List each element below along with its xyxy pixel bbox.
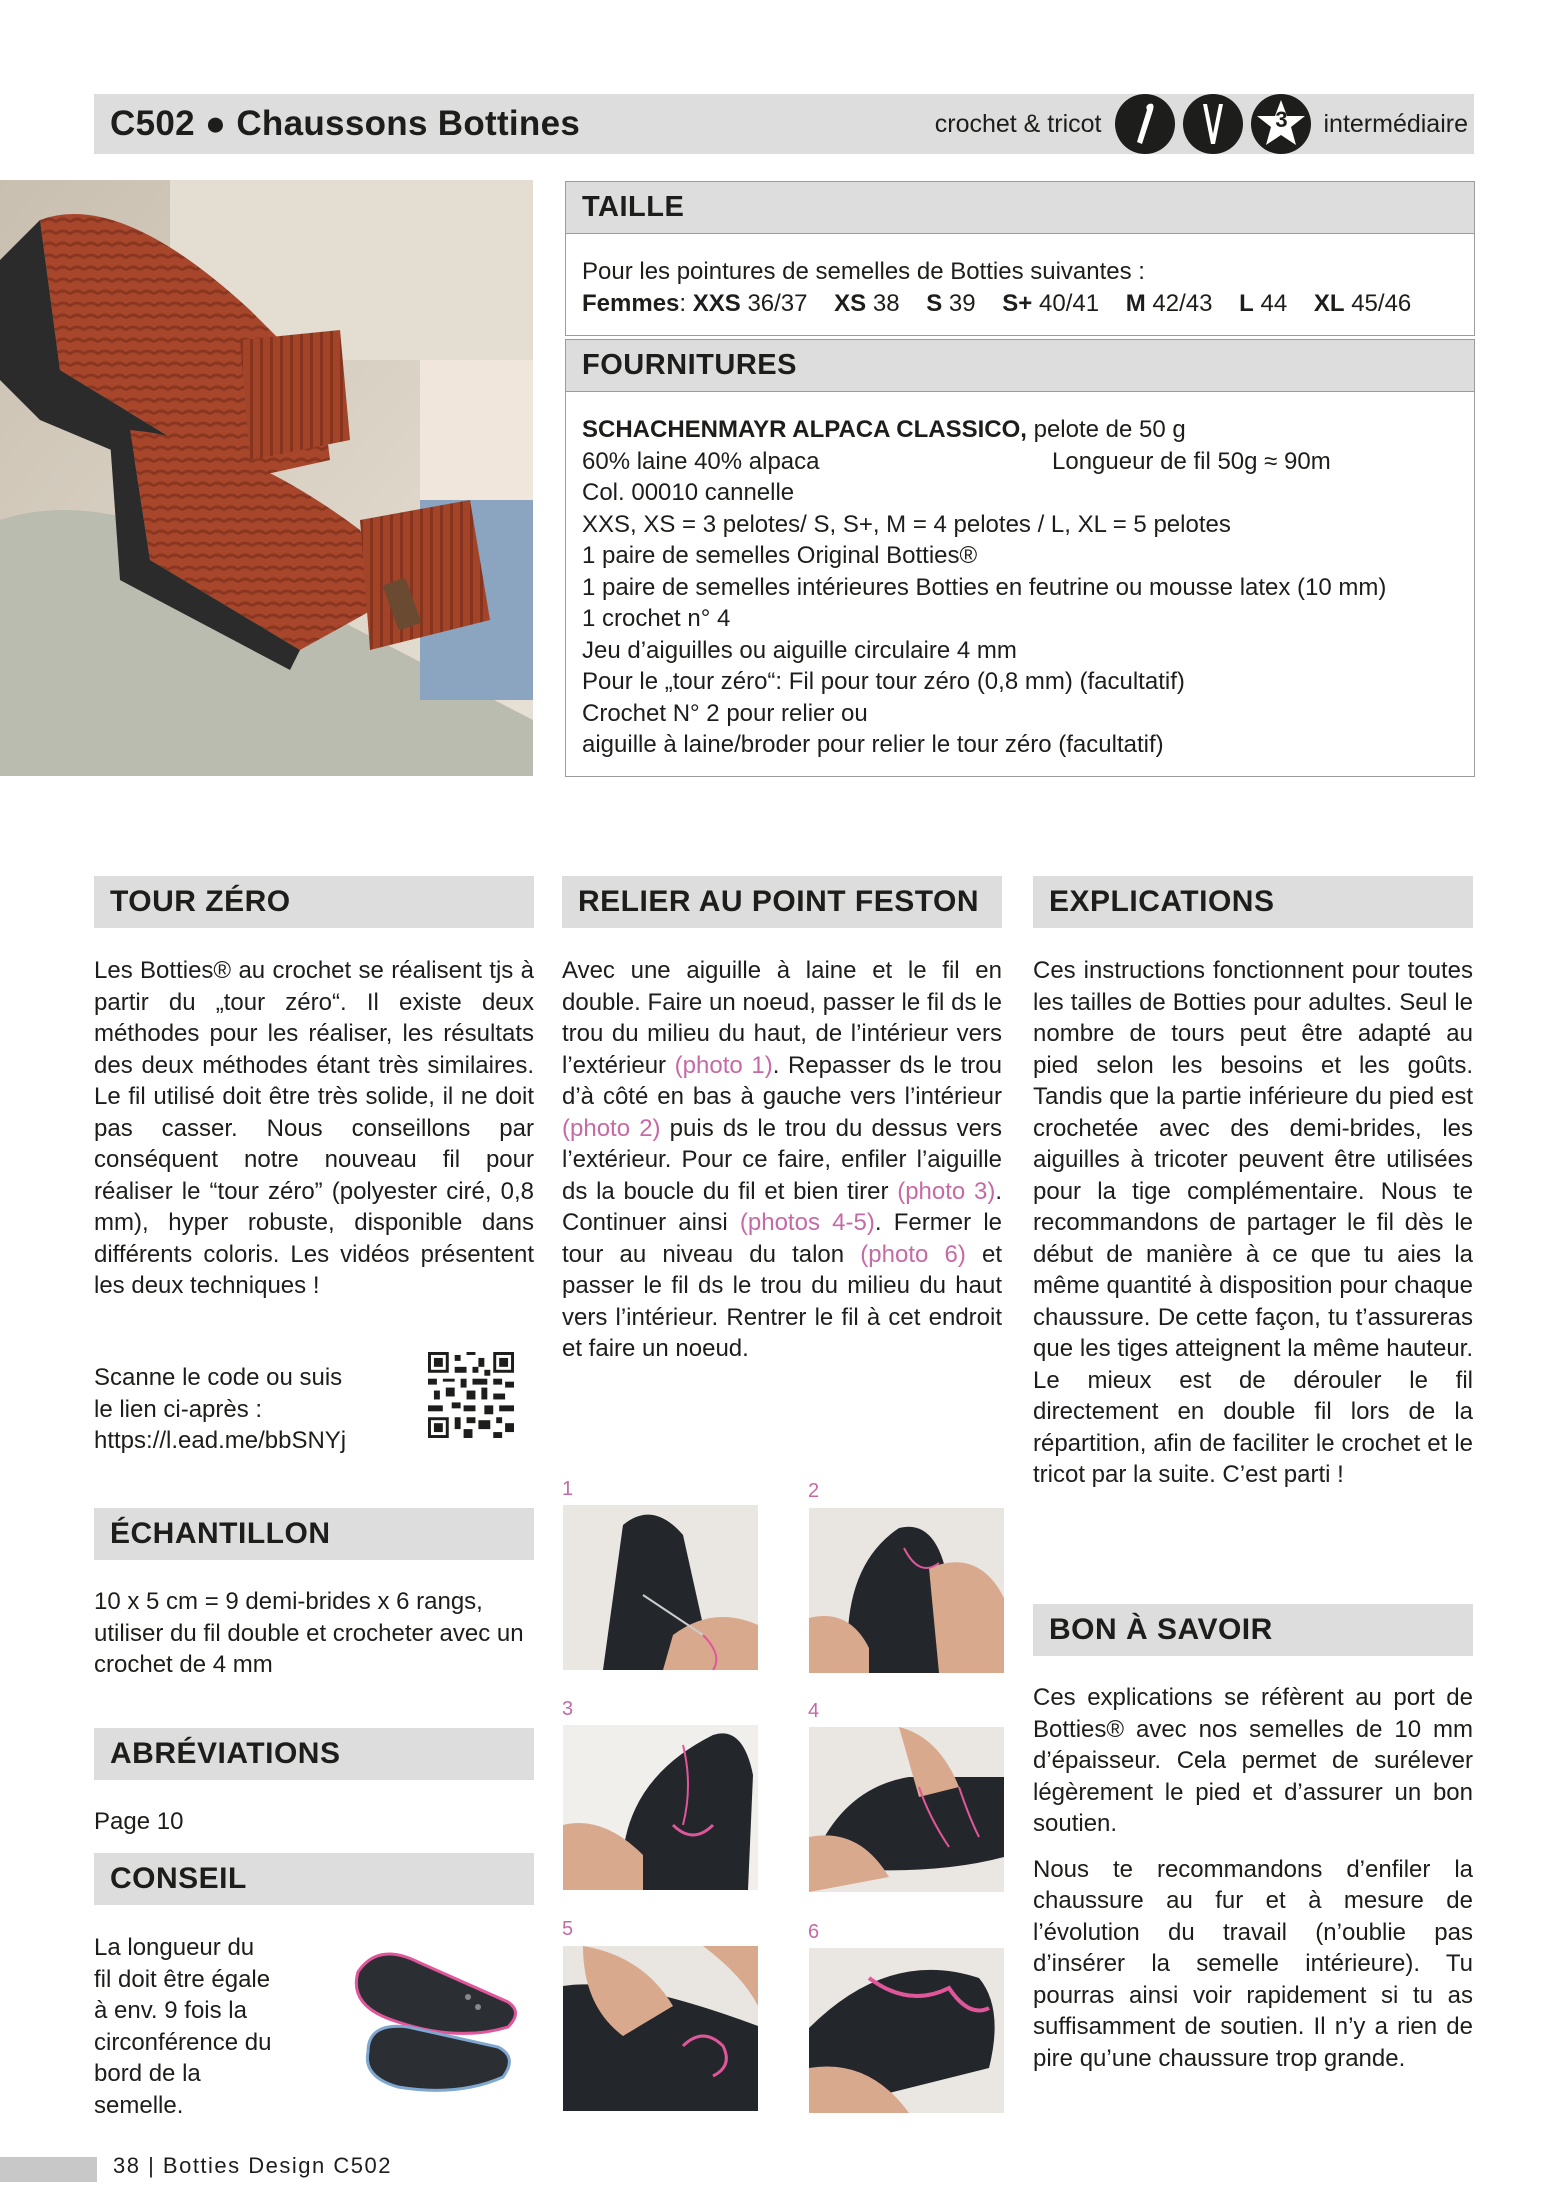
yarn-length: Longueur de fil 50g ≈ 90m — [1052, 447, 1331, 475]
scan-line: le lien ci-après : — [94, 1395, 263, 1423]
knitting-needles-icon — [1183, 94, 1243, 154]
photo-label-4: 4 — [808, 1700, 820, 1722]
difficulty-star-icon — [1251, 94, 1311, 154]
bon-a-savoir-text — [1033, 1682, 1473, 2088]
taille-sizes: Femmes: XXS 36/37 XS 38 S 39 S+ 40/41 M 42/43 L 44 XL 45/46 — [582, 289, 1412, 317]
size-value: 39 — [948, 289, 976, 317]
step-photo-2 — [809, 1508, 1004, 1673]
relier-text-part: . Fermer le tour au niveau du talon — [562, 1209, 1002, 1268]
tour-zero-heading: TOUR ZÉRO — [94, 876, 534, 928]
size-code: L — [1239, 289, 1254, 317]
photo-label-2: 2 — [808, 1480, 820, 1502]
relier-text-part: Avec une aiguille à laine et le fil en double. Faire un noeud, passer le fil ds le trou du milieu du haut, de l’intérieur vers l’extérieur — [562, 957, 1002, 1079]
qr-code-icon[interactable] — [428, 1352, 514, 1438]
craft-label: crochet & tricot — [934, 109, 1102, 138]
conseil-line: fil doit être égale — [94, 1965, 271, 1993]
step-photo-4 — [809, 1727, 1004, 1892]
yarn-line — [582, 414, 1458, 446]
crochet-hook-icon — [1115, 94, 1175, 154]
conseil-line: circonférence du — [94, 2028, 272, 2056]
page-title: C502 ● Chaussons Bottines — [110, 104, 581, 143]
photo-ref: (photo 3) — [897, 1177, 996, 1205]
abreviations-heading: ABRÉVIATIONS — [94, 1728, 534, 1780]
size-code: S+ — [1002, 289, 1033, 317]
supply-line: aiguille à laine/broder pour relier le tour zéro (facultatif) — [582, 731, 1164, 758]
size-value: 40/41 — [1039, 289, 1100, 317]
relier-text-part: . Continuer ainsi — [562, 1177, 1002, 1236]
taille-box — [565, 181, 1475, 336]
level-label: intermédiaire — [1323, 109, 1468, 138]
scan-line: Scanne le code ou suis — [94, 1364, 343, 1391]
conseil-line: semelle. — [94, 2091, 184, 2119]
taille-intro: Pour les pointures de semelles de Botties suivantes : — [582, 258, 1145, 285]
yarn-ball: pelote de 50 g — [1033, 416, 1186, 443]
conseil-line: La longueur du — [94, 1934, 255, 1961]
tour-zero-text: Les Botties® au crochet se réalisent tjs à partir du „tour zéro“. Il existe deux méthodes pour les réaliser, les résultats des deux méthodes étant très similaires. Le fil utilisé doit être très solide, il ne doit pas casser. Nous conseillons par conséquent notre nouveau fil pour réaliser le “tour zéro” (polyester ciré, 0,8 mm), hyper robuste, disponible dans différents coloris. Les vidéos présentent les deux techniques ! — [94, 957, 534, 1299]
bon-a-savoir-paragraph: Ces explications se réfèrent au port de Botties® avec nos semelles de 10 mm d’épaisseur. Cela permet de surélever légèrement le pied et d’assurer un bon soutien. — [1033, 1684, 1473, 1837]
header-meta — [935, 98, 1468, 150]
abreviations-text: Page 10 — [94, 1808, 184, 1835]
conseil-line: à env. 9 fois la — [94, 1997, 247, 2024]
conseil-line: bord de la — [94, 2060, 201, 2087]
bon-a-savoir-paragraph: Nous te recommandons d’enfiler la chaussure au fur et à mesure de l’évolution du travail (n’oublie pas d’insérer la semelle intérieure). Tu pourras ainsi voir rapidement si tu as suffisamment de soutien. Il n’y a rien de pire qu’une chaussure trop grande. — [1033, 1855, 1473, 2072]
relier-heading: RELIER AU POINT FESTON — [562, 876, 1002, 928]
bon-a-savoir-heading: BON À SAVOIR — [1033, 1604, 1473, 1656]
step-photo-1 — [563, 1505, 758, 1670]
fournitures-heading: FOURNITURES — [566, 340, 1474, 392]
footer-bar — [0, 2157, 97, 2182]
fournitures-body — [566, 392, 1474, 777]
step-photo-6 — [809, 1948, 1004, 2113]
difficulty-number: 3 — [1275, 107, 1288, 132]
size-code: S — [926, 289, 943, 317]
photo-ref: (photo 2) — [562, 1114, 661, 1142]
echantillon-heading: ÉCHANTILLON — [94, 1508, 534, 1560]
supply-line: Col. 00010 cannelle — [582, 479, 795, 506]
size-value: 44 — [1260, 289, 1288, 317]
size-code: XL — [1313, 289, 1345, 317]
composition-line — [582, 446, 1458, 478]
supply-line: Crochet N° 2 pour relier ou — [582, 699, 868, 727]
scan-instructions — [94, 1362, 414, 1457]
conseil-text — [94, 1932, 324, 2121]
size-value: 42/43 — [1152, 289, 1213, 317]
yarn-composition: 60% laine 40% alpaca — [582, 447, 820, 475]
step-photo-3 — [563, 1725, 758, 1890]
supply-line: 1 paire de semelles intérieures Botties en feutrine ou mousse latex (10 mm) — [582, 573, 1387, 601]
supply-line: Pour le „tour zéro“: Fil pour tour zéro (0,8 mm) (facultatif) — [582, 668, 1185, 695]
hero-photo-slippers — [0, 180, 533, 776]
conseil-heading: CONSEIL — [94, 1853, 534, 1905]
yarn-name: SCHACHENMAYR ALPACA CLASSICO, — [582, 416, 1027, 443]
explications-heading: EXPLICATIONS — [1033, 876, 1473, 928]
page-footer: 38 | Botties Design C502 — [113, 2153, 392, 2178]
photo-label-3: 3 — [562, 1698, 574, 1720]
step-photo-5 — [563, 1946, 758, 2111]
photo-label-1: 1 — [562, 1478, 574, 1500]
relier-text-part: . Repasser ds le trou d’à côté en bas à gauche vers l’intérieur — [562, 1051, 1002, 1110]
relier-text-part: puis ds le trou du dessus vers l’extérieur. Pour ce faire, enfiler l’aiguille ds la boucle du fil et bien tirer — [562, 1114, 1002, 1205]
scan-link[interactable]: https://l.ead.me/bbSNYj — [94, 1427, 347, 1454]
supply-line: 1 crochet n° 4 — [582, 605, 731, 632]
explications-text: Ces instructions fonctionnent pour toutes les tailles de Botties pour adultes. Seul le nombre de tours peut être adapté au pied selon les besoins et les goûts. Tandis que la partie inférieure du pied est crochetée avec des demi-brides, les aiguilles à tricoter peuvent être utilisées pour la tige complémentaire. Nous te recommandons de partager le fil dès le début de manière à ce que tu aies la même quantité à disposition pour chaque chaussure. De cette façon, tu t’assureras que les tiges atteignent la même hauteur. Le mieux est de dérouler le fil directement en double fil lors de la répartition, afin de faciliter le crochet et le tricot par la suite. C’est parti ! — [1033, 957, 1473, 1488]
fournitures-box — [565, 339, 1475, 777]
photo-label-6: 6 — [808, 1921, 820, 1943]
photo-ref: (photo 1) — [674, 1051, 773, 1079]
header-bar — [94, 94, 1474, 154]
size-value: 36/37 — [747, 289, 808, 317]
photo-label-5: 5 — [562, 1918, 574, 1940]
photo-ref: (photo 6) — [860, 1240, 966, 1268]
relier-text-part: et passer le fil ds le trou du milieu du haut vers l’intérieur. Rentrer le fil à cet endroit et faire un noeud. — [562, 1240, 1002, 1362]
size-code: XXS — [692, 289, 741, 317]
femmes-label: Femmes — [582, 289, 680, 317]
soles-photo — [338, 1912, 528, 2117]
size-value: 45/46 — [1351, 289, 1412, 317]
size-code: XS — [834, 289, 867, 317]
taille-heading: TAILLE — [566, 182, 1474, 234]
size-value: 38 — [872, 289, 900, 317]
photo-ref: (photos 4-5) — [739, 1209, 875, 1236]
size-code: M — [1125, 289, 1146, 317]
supply-line: XXS, XS = 3 pelotes/ S, S+, M = 4 pelotes / L, XL = 5 pelotes — [582, 510, 1231, 538]
supply-line: 1 paire de semelles Original Botties® — [582, 542, 978, 569]
taille-body — [566, 234, 1474, 335]
echantillon-text: 10 x 5 cm = 9 demi-brides x 6 rangs, utiliser du fil double et crocheter avec un crochet de 4 mm — [94, 1588, 524, 1678]
supply-line: Jeu d’aiguilles ou aiguille circulaire 4 mm — [582, 636, 1017, 664]
relier-text — [562, 955, 1002, 1365]
